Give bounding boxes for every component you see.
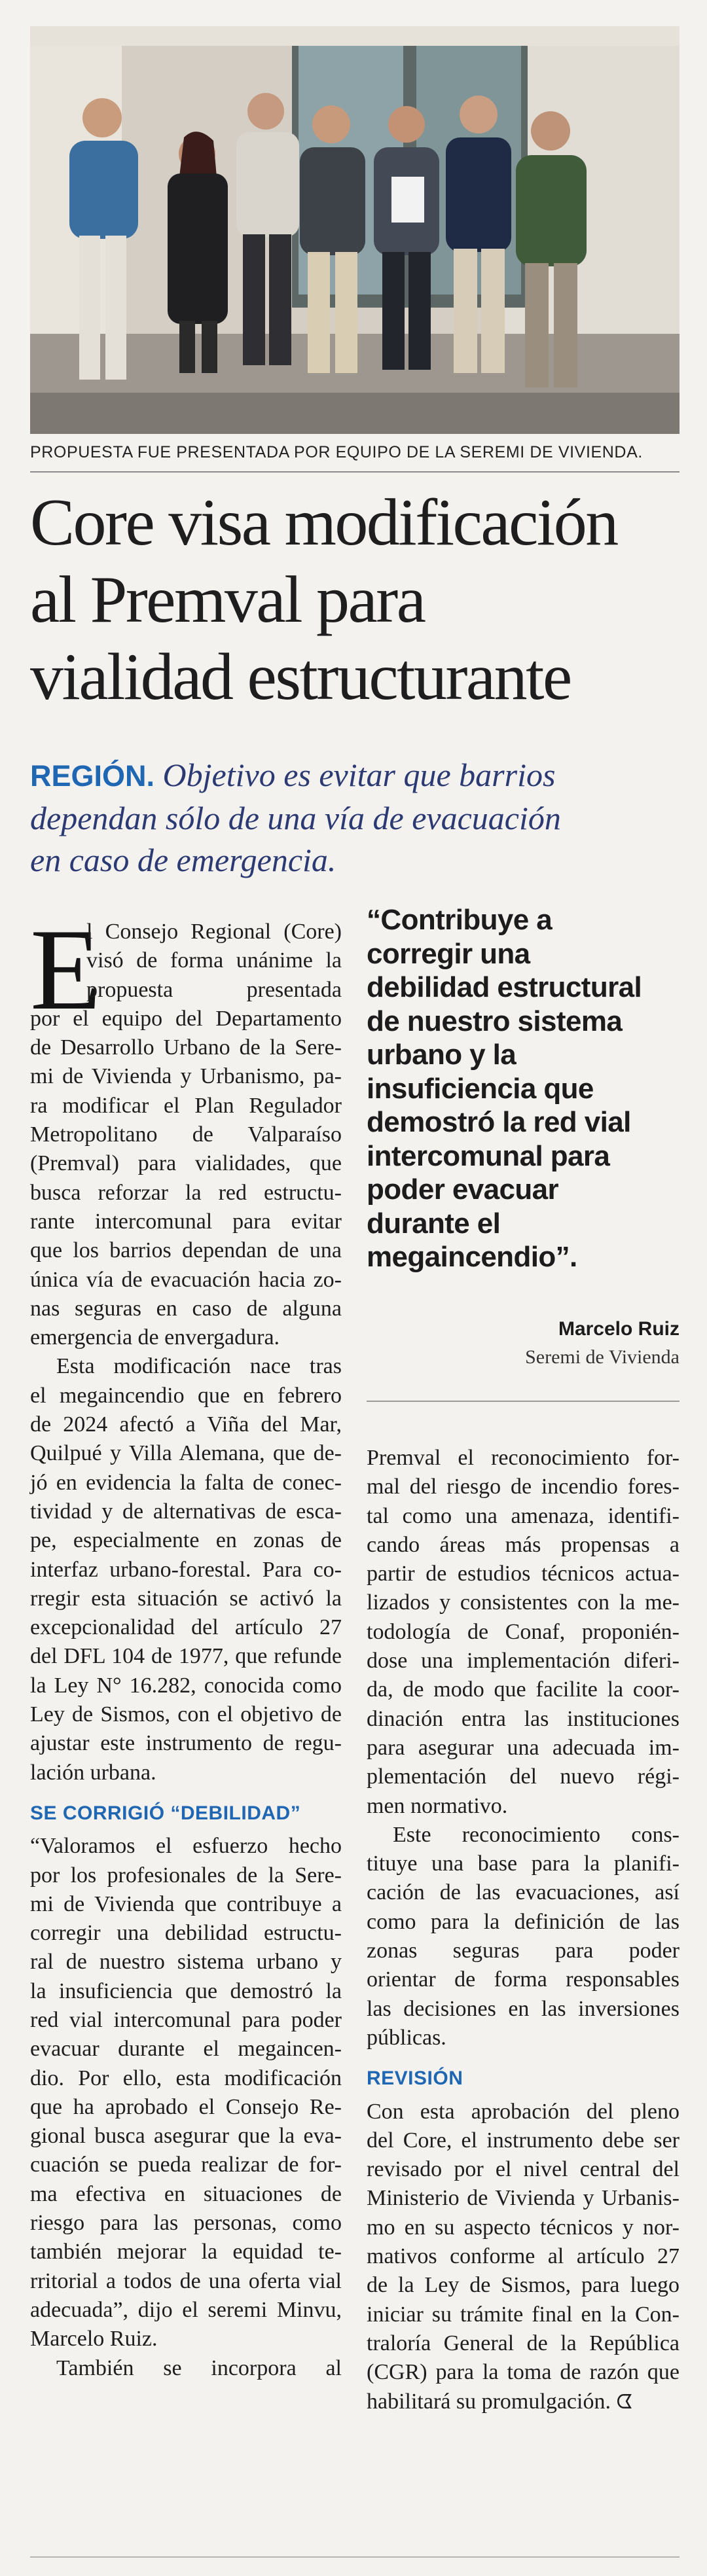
text-line: cuación se pueda realizar de for-	[30, 2153, 342, 2177]
text-line: visó de forma unánime la	[86, 948, 342, 973]
paragraph	[30, 1832, 342, 2353]
text-line: Con esta aprobación del pleno	[367, 2099, 680, 2124]
quote-line: debilidad estructural	[367, 971, 642, 1003]
caption-divider	[30, 471, 680, 473]
text-line: También se incorpora al	[56, 2355, 342, 2380]
text-line: interfaz urbano-forestal. Para co-	[30, 1557, 342, 1582]
text-line: todología de Conaf, proponién-	[367, 1619, 680, 1644]
text-line: Quilpué y Villa Alemana, que de-	[30, 1441, 342, 1466]
text-line: cando áreas más propensas a	[367, 1532, 680, 1557]
text-line: la insuficiencia que demostró la	[30, 1978, 342, 2003]
paragraph	[30, 904, 342, 1352]
text-line: mi de Vivienda y Urbanismo, pa-	[30, 1064, 342, 1089]
body-column-right	[367, 1444, 680, 2417]
text-line: revisado por el nivel central del	[367, 2157, 680, 2182]
text-line: orientar de forma responsables	[367, 1967, 680, 1992]
text-line: traloría General de la República	[367, 2331, 680, 2355]
text-line: el megaincendio que en febrero	[30, 1383, 342, 1408]
text-line: ral de nuestro sistema urbano y	[30, 1950, 342, 1975]
text-line: ra modificar el Plan Regulador	[30, 1093, 342, 1118]
text-line: Ministerio de Vivienda y Urbanis-	[367, 2186, 680, 2211]
text-line: partir de estudios técnicos actua-	[367, 1562, 680, 1586]
lede-line: Objetivo es evitar que barrios	[162, 757, 556, 793]
text-line: rritorial a todos de una oferta vial	[30, 2268, 342, 2293]
text-line: emergencia de envergadura.	[30, 1325, 280, 1350]
quote-line: insuficiencia que	[367, 1072, 594, 1105]
text-line: jó en evidencia la falta de conec-	[30, 1470, 342, 1495]
text-line: (Premval) para vialidades, que	[30, 1151, 342, 1176]
text-line: propuesta presentada	[86, 977, 342, 1002]
text-line: corregir una debilidad estructu-	[30, 1921, 342, 1946]
text-line: busca reforzar la red estructu-	[30, 1180, 342, 1205]
text-line: que ha aprobado el Consejo Re-	[30, 2094, 342, 2119]
text-line: pe, especialmente en zonas de	[30, 1528, 342, 1553]
text-line: por los profesionales de la Sere-	[30, 1863, 342, 1887]
text-line: única vía de evacuación hacia zo-	[30, 1267, 342, 1292]
text-line: adecuada”, dijo el seremi Minvu,	[30, 2297, 342, 2322]
text-line: men normativo.	[367, 1793, 508, 1818]
paragraph	[30, 2354, 342, 2383]
paragraph	[367, 1444, 680, 1821]
text-line: de Desarrollo Urbano de la Sere-	[30, 1035, 342, 1060]
lede-line: dependan sólo de una vía de evacuación	[30, 800, 561, 836]
text-line: como para la definición de las	[367, 1909, 680, 1934]
article-photo	[30, 26, 680, 434]
text-line: Metropolitano de Valparaíso	[30, 1122, 342, 1147]
text-line: da, de modo que facilite la coor-	[367, 1677, 680, 1702]
text-line: Este reconocimiento cons-	[393, 1822, 680, 1847]
subhead-revision: REVISIÓN	[367, 2067, 463, 2090]
text-line: l Consejo Regional (Core)	[86, 920, 342, 944]
text-line: gional busca asegurar que la eva-	[30, 2124, 342, 2149]
text-line: tal como una amenaza, identifi-	[367, 1503, 680, 1528]
lede	[30, 754, 680, 881]
text-line: ajustar este instrumento de regu-	[30, 1731, 342, 1756]
page-bottom-divider	[30, 2556, 680, 2558]
paragraph	[30, 1352, 342, 1787]
headline-line: vialidad estructurante	[30, 640, 571, 714]
headline	[30, 484, 685, 716]
body-column-left	[30, 904, 342, 2383]
text-line: rregir esta situación se activó la	[30, 1586, 342, 1611]
text-line: las decisiones en las inversiones	[367, 1996, 680, 2021]
group-photo-illustration	[30, 26, 680, 434]
text-line: dinación entra las instituciones	[367, 1706, 680, 1731]
article-end-icon: ᗧ	[616, 2390, 633, 2414]
text-line: Marcelo Ruiz.	[30, 2327, 158, 2352]
photo-caption: PROPUESTA FUE PRESENTADA POR EQUIPO DE LA SEREMI DE VIVIENDA.	[30, 443, 643, 461]
text-line: lación urbana.	[30, 1760, 156, 1785]
text-line: la Ley N° 16.282, conocida como	[30, 1673, 342, 1698]
text-line: nas seguras en caso de alguna	[30, 1296, 342, 1321]
paragraph	[367, 2098, 680, 2417]
text-line: ma efectiva en situaciones de	[30, 2181, 342, 2206]
text-line: riesgo para las personas, como	[30, 2211, 342, 2236]
text-line: plementación del nuevo régi-	[367, 1764, 680, 1789]
text-line: de 2024 afectó a Viña del Mar,	[30, 1412, 342, 1437]
text-line: por el equipo del Departamento	[30, 1006, 342, 1031]
text-line: mi de Vivienda que contribuye a	[30, 1891, 342, 1916]
text-line: públicas.	[367, 2025, 446, 2050]
text-line: también mejorar la equidad te-	[30, 2240, 342, 2264]
text-line: mal del riesgo de incendio fores-	[367, 1475, 680, 1499]
quote-line: de nuestro sistema	[367, 1005, 623, 1037]
text-line: habilitará su promulgación.	[367, 2389, 611, 2414]
quote-author-role: Seremi de Vivienda	[525, 1346, 680, 1368]
subhead-debilidad: SE CORRIGIÓ “DEBILIDAD”	[30, 1802, 301, 1824]
text-line: Esta modificación nace tras	[56, 1354, 342, 1379]
text-line: excepcionalidad del artículo 27	[30, 1615, 342, 1640]
text-line: del Core, el instrumento debe ser	[367, 2128, 680, 2153]
text-line: iniciar su trámite final en la Con-	[367, 2302, 680, 2327]
quote-line: corregir una	[367, 937, 530, 970]
pull-quote	[367, 903, 680, 1274]
text-line: que los barrios dependan de una	[30, 1238, 342, 1263]
text-line: “Valoramos el esfuerzo hecho	[30, 1834, 342, 1859]
quote-divider	[367, 1401, 680, 1402]
text-line: cación de las evacuaciones, así	[367, 1880, 680, 1905]
quote-line: “Contribuye a	[367, 904, 553, 936]
text-line: para asegurar una adecuada im-	[367, 1735, 680, 1760]
text-line: red vial intercomunal para poder	[30, 2007, 342, 2032]
text-line: tituye una base para la planifi-	[367, 1851, 680, 1876]
text-line: rante intercomunal para evitar	[30, 1209, 342, 1234]
text-line: dio. Por ello, esta modificación	[30, 2066, 342, 2090]
lede-line: en caso de emergencia.	[30, 842, 336, 878]
quote-line: poder evacuar	[367, 1173, 559, 1206]
headline-line: al Premval para	[30, 563, 425, 637]
text-line: del DFL 104 de 1977, que refunde	[30, 1644, 342, 1669]
text-line: evacuar durante el megaincen-	[30, 2037, 342, 2062]
text-line: tividad y de alternativas de esca-	[30, 1499, 342, 1524]
headline-line: Core visa modificación	[30, 486, 617, 560]
text-line: Premval el reconocimiento for-	[367, 1446, 680, 1470]
quote-author: Marcelo Ruiz	[558, 1318, 680, 1340]
text-line: mativos conforme al artículo 27	[367, 2244, 680, 2269]
text-line: (CGR) para la toma de razón que	[367, 2360, 680, 2385]
paragraph	[367, 1821, 680, 2052]
text-line: zonas seguras para poder	[367, 1939, 680, 1963]
text-line: lizados y consistentes con la me-	[367, 1590, 680, 1615]
quote-line: demostró la red vial	[367, 1106, 631, 1138]
drop-cap: E	[30, 904, 101, 1034]
text-line: dose una implementación diferi-	[367, 1649, 680, 1673]
quote-line: intercomunal para	[367, 1139, 610, 1172]
text-line: de la Ley de Sismos, para luego	[367, 2273, 680, 2298]
quote-line: megaincendio”.	[367, 1241, 577, 1273]
quote-line: durante el	[367, 1207, 501, 1240]
section-tag: REGIÓN.	[30, 759, 155, 793]
text-line: mo en su aspecto técnicos y nor-	[367, 2215, 680, 2240]
quote-line: urbano y la	[367, 1039, 517, 1071]
text-line: Ley de Sismos, con el objetivo de	[30, 1702, 342, 1727]
